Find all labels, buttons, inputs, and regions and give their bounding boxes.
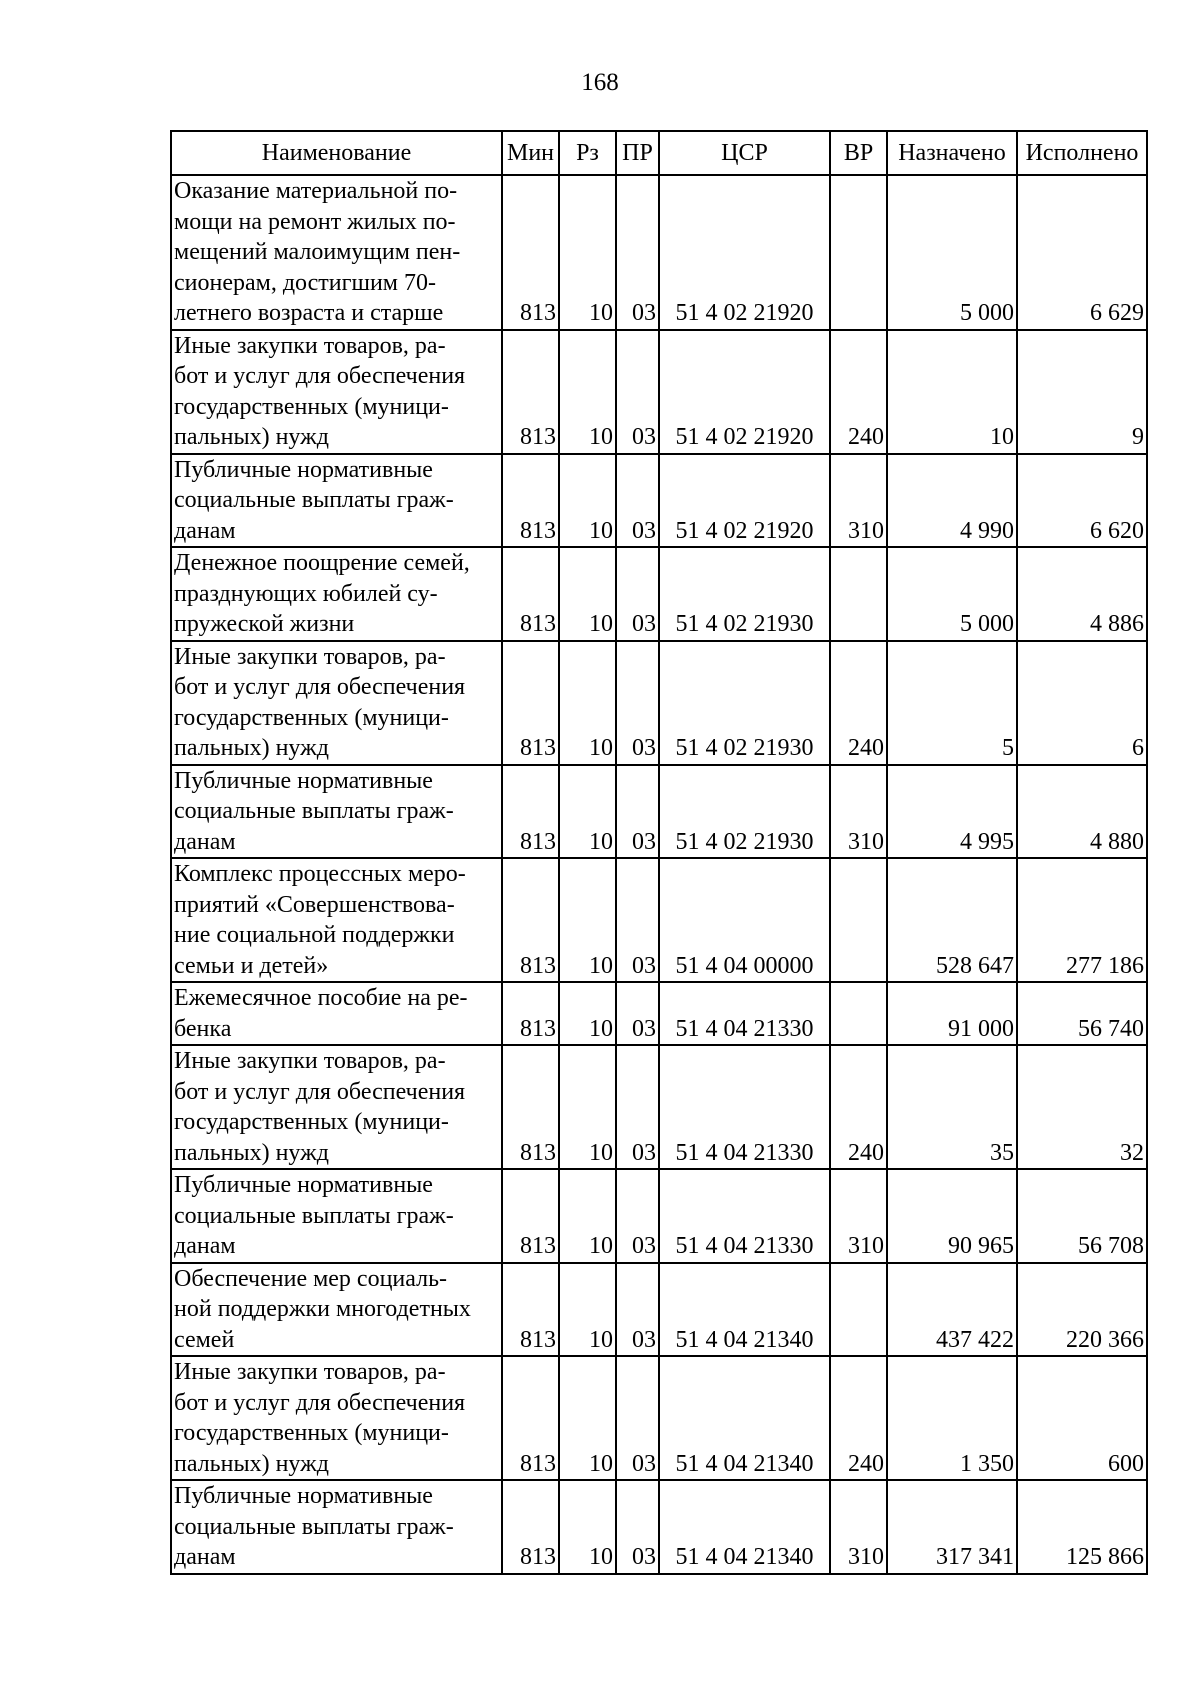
name-line: бот и услуг для обеспечения xyxy=(174,363,466,389)
name-line: бот и услуг для обеспечения xyxy=(174,1078,466,1105)
name-line: социальные выплаты граж- xyxy=(174,1513,454,1540)
cell-rz: 10 xyxy=(559,454,616,548)
name-line: социальные выплаты граж- xyxy=(174,487,454,513)
name-line: социальные выплаты граж- xyxy=(174,1202,454,1229)
cell-name xyxy=(171,547,502,641)
name-line: социальные выплаты граж- xyxy=(174,798,454,824)
cell-csr: 51 4 02 21930 xyxy=(659,765,830,859)
budget-table xyxy=(170,130,1148,1575)
cell-rz: 10 xyxy=(559,641,616,765)
cell-csr: 51 4 04 00000 xyxy=(659,858,830,982)
cell-csr: 51 4 02 21920 xyxy=(659,175,830,330)
cell-planned: 317 341 xyxy=(887,1480,1017,1574)
name-line: Оказание материальной по- xyxy=(174,178,458,204)
cell-csr: 51 4 02 21920 xyxy=(659,330,830,454)
table-row xyxy=(171,1356,1147,1480)
cell-vr xyxy=(830,982,887,1045)
cell-name xyxy=(171,641,502,765)
header-executed: Исполнено xyxy=(1017,131,1147,175)
cell-name xyxy=(171,1356,502,1480)
cell-rz: 10 xyxy=(559,1169,616,1263)
cell-executed: 277 186 xyxy=(1017,858,1147,982)
cell-min: 813 xyxy=(502,547,559,641)
cell-planned: 4 990 xyxy=(887,454,1017,548)
name-line: Публичные нормативные xyxy=(174,1483,433,1509)
cell-min: 813 xyxy=(502,1045,559,1169)
name-line: государственных (муници- xyxy=(174,704,449,731)
table-header-row xyxy=(171,131,1147,175)
cell-executed: 56 708 xyxy=(1017,1169,1147,1263)
header-pr: ПР xyxy=(616,131,659,175)
name-line: семьи и детей» xyxy=(174,952,329,979)
table-row xyxy=(171,175,1147,330)
header-planned: Назначено xyxy=(887,131,1017,175)
cell-pr: 03 xyxy=(616,1263,659,1357)
header-vr: ВР xyxy=(830,131,887,175)
cell-rz: 10 xyxy=(559,982,616,1045)
cell-name xyxy=(171,330,502,454)
cell-vr xyxy=(830,547,887,641)
name-line: мощи на ремонт жилых по- xyxy=(174,208,456,235)
cell-name xyxy=(171,175,502,330)
name-line: пальных) нужд xyxy=(174,424,329,450)
cell-csr: 51 4 02 21930 xyxy=(659,641,830,765)
table-row xyxy=(171,982,1147,1045)
cell-vr: 240 xyxy=(830,641,887,765)
name-line: ние социальной поддержки xyxy=(174,922,455,948)
name-line: летнего возраста и старше xyxy=(174,300,444,326)
cell-csr: 51 4 02 21920 xyxy=(659,454,830,548)
cell-pr: 03 xyxy=(616,547,659,641)
cell-min: 813 xyxy=(502,1480,559,1574)
cell-planned: 10 xyxy=(887,330,1017,454)
cell-vr: 240 xyxy=(830,1356,887,1480)
cell-executed: 4 886 xyxy=(1017,547,1147,641)
name-line: Публичные нормативные xyxy=(174,767,433,794)
cell-rz: 10 xyxy=(559,858,616,982)
cell-executed: 6 629 xyxy=(1017,175,1147,330)
cell-vr: 310 xyxy=(830,1480,887,1574)
name-line: пальных) нужд xyxy=(174,735,329,761)
name-line: Иные закупки товаров, ра- xyxy=(174,1359,446,1385)
cell-pr: 03 xyxy=(616,641,659,765)
cell-name xyxy=(171,1169,502,1263)
cell-csr: 51 4 04 21330 xyxy=(659,1169,830,1263)
cell-rz: 10 xyxy=(559,765,616,859)
name-line: пружеской жизни xyxy=(174,611,355,637)
cell-min: 813 xyxy=(502,175,559,330)
cell-name xyxy=(171,454,502,548)
cell-min: 813 xyxy=(502,982,559,1045)
table-row xyxy=(171,641,1147,765)
table-row xyxy=(171,454,1147,548)
name-line: семей xyxy=(174,1326,235,1353)
cell-planned: 5 000 xyxy=(887,547,1017,641)
name-line: данам xyxy=(174,1544,236,1570)
cell-pr: 03 xyxy=(616,454,659,548)
name-line: государственных (муници- xyxy=(174,393,449,420)
table-row xyxy=(171,1169,1147,1263)
name-line: Иные закупки товаров, ра- xyxy=(174,1048,446,1074)
cell-executed: 32 xyxy=(1017,1045,1147,1169)
table-row xyxy=(171,1480,1147,1574)
name-line: Иные закупки товаров, ра- xyxy=(174,643,446,670)
cell-pr: 03 xyxy=(616,330,659,454)
name-line: Обеспечение мер социаль- xyxy=(174,1265,448,1292)
table-row xyxy=(171,1263,1147,1357)
cell-planned: 5 xyxy=(887,641,1017,765)
name-line: бот и услуг для обеспечения xyxy=(174,674,466,700)
cell-pr: 03 xyxy=(616,982,659,1045)
cell-min: 813 xyxy=(502,1169,559,1263)
name-line: Публичные нормативные xyxy=(174,1172,433,1198)
page-number: 168 xyxy=(581,69,619,96)
name-line: празднующих юбилей су- xyxy=(174,580,438,607)
cell-min: 813 xyxy=(502,330,559,454)
cell-planned: 35 xyxy=(887,1045,1017,1169)
cell-vr: 310 xyxy=(830,454,887,548)
cell-pr: 03 xyxy=(616,1169,659,1263)
header-rz: Рз xyxy=(559,131,616,175)
cell-planned: 5 000 xyxy=(887,175,1017,330)
cell-min: 813 xyxy=(502,1263,559,1357)
cell-executed: 6 xyxy=(1017,641,1147,765)
name-line: Публичные нормативные xyxy=(174,456,433,483)
name-line: ной поддержки многодетных xyxy=(174,1296,471,1322)
name-line: мещений малоимущим пен- xyxy=(174,239,461,265)
cell-name xyxy=(171,1263,502,1357)
name-line: пальных) нужд xyxy=(174,1450,329,1477)
name-line: государственных (муници- xyxy=(174,1420,449,1446)
cell-min: 813 xyxy=(502,641,559,765)
header-min: Мин xyxy=(502,131,559,175)
name-line: Иные закупки товаров, ра- xyxy=(174,332,446,359)
cell-pr: 03 xyxy=(616,175,659,330)
table-row xyxy=(171,765,1147,859)
cell-csr: 51 4 04 21340 xyxy=(659,1480,830,1574)
cell-name xyxy=(171,858,502,982)
name-line: бенка xyxy=(174,1015,232,1042)
cell-rz: 10 xyxy=(559,1045,616,1169)
cell-vr: 310 xyxy=(830,765,887,859)
cell-rz: 10 xyxy=(559,1263,616,1357)
cell-pr: 03 xyxy=(616,858,659,982)
cell-min: 813 xyxy=(502,454,559,548)
cell-min: 813 xyxy=(502,765,559,859)
table-body xyxy=(171,175,1147,1574)
cell-planned: 91 000 xyxy=(887,982,1017,1045)
cell-planned: 4 995 xyxy=(887,765,1017,859)
cell-name xyxy=(171,1045,502,1169)
name-line: пальных) нужд xyxy=(174,1139,329,1166)
cell-vr xyxy=(830,858,887,982)
cell-rz: 10 xyxy=(559,175,616,330)
table-row xyxy=(171,858,1147,982)
name-line: государственных (муници- xyxy=(174,1109,449,1135)
cell-csr: 51 4 04 21340 xyxy=(659,1356,830,1480)
cell-csr: 51 4 04 21330 xyxy=(659,982,830,1045)
cell-pr: 03 xyxy=(616,1480,659,1574)
cell-vr: 310 xyxy=(830,1169,887,1263)
cell-vr: 240 xyxy=(830,330,887,454)
cell-rz: 10 xyxy=(559,547,616,641)
name-line: данам xyxy=(174,517,236,544)
table-row xyxy=(171,1045,1147,1169)
header-name: Наименование xyxy=(171,131,502,175)
name-line: Комплекс процессных меро- xyxy=(174,861,466,887)
cell-executed: 9 xyxy=(1017,330,1147,454)
cell-pr: 03 xyxy=(616,1045,659,1169)
cell-min: 813 xyxy=(502,858,559,982)
name-line: приятий «Совершенствова- xyxy=(174,891,455,918)
table-row xyxy=(171,330,1147,454)
cell-executed: 220 366 xyxy=(1017,1263,1147,1357)
cell-executed: 6 620 xyxy=(1017,454,1147,548)
name-line: Денежное поощрение семей, xyxy=(174,550,470,576)
cell-executed: 125 866 xyxy=(1017,1480,1147,1574)
cell-name xyxy=(171,982,502,1045)
cell-name xyxy=(171,1480,502,1574)
cell-planned: 90 965 xyxy=(887,1169,1017,1263)
cell-vr: 240 xyxy=(830,1045,887,1169)
table-row xyxy=(171,547,1147,641)
cell-name xyxy=(171,765,502,859)
header-csr: ЦСР xyxy=(659,131,830,175)
name-line: Ежемесячное пособие на ре- xyxy=(174,985,468,1011)
name-line: сионерам, достигшим 70- xyxy=(174,269,436,296)
cell-pr: 03 xyxy=(616,765,659,859)
cell-executed: 4 880 xyxy=(1017,765,1147,859)
cell-min: 813 xyxy=(502,1356,559,1480)
cell-rz: 10 xyxy=(559,1480,616,1574)
cell-planned: 1 350 xyxy=(887,1356,1017,1480)
cell-vr xyxy=(830,175,887,330)
cell-csr: 51 4 02 21930 xyxy=(659,547,830,641)
cell-rz: 10 xyxy=(559,330,616,454)
cell-planned: 528 647 xyxy=(887,858,1017,982)
name-line: бот и услуг для обеспечения xyxy=(174,1389,466,1416)
name-line: данам xyxy=(174,828,236,855)
cell-csr: 51 4 04 21340 xyxy=(659,1263,830,1357)
cell-executed: 56 740 xyxy=(1017,982,1147,1045)
name-line: данам xyxy=(174,1233,236,1259)
cell-executed: 600 xyxy=(1017,1356,1147,1480)
cell-rz: 10 xyxy=(559,1356,616,1480)
cell-pr: 03 xyxy=(616,1356,659,1480)
cell-csr: 51 4 04 21330 xyxy=(659,1045,830,1169)
cell-planned: 437 422 xyxy=(887,1263,1017,1357)
cell-vr xyxy=(830,1263,887,1357)
